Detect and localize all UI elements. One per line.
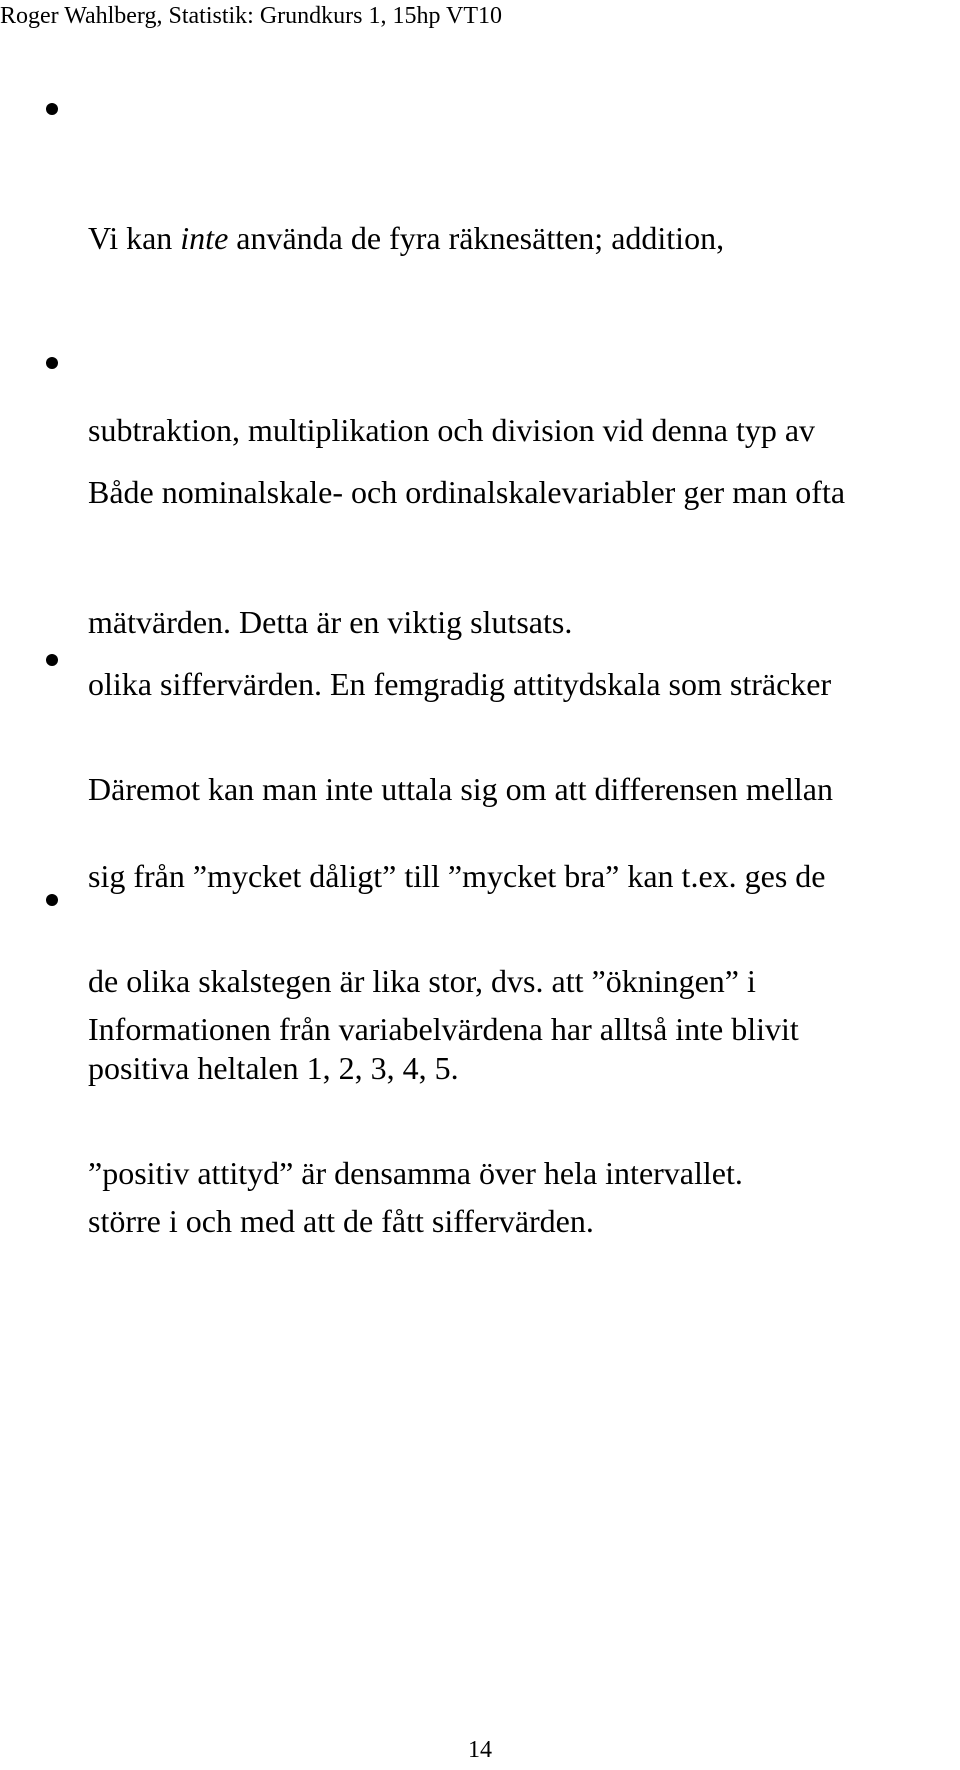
bullet-line: positiva heltalen 1, 2, 3, 4, 5. <box>88 1050 459 1086</box>
bullet-line: de olika skalstegen är lika stor, dvs. att ”ökningen” i <box>88 963 756 999</box>
bullet-line: Informationen från variabelvärdena har alltså inte blivit <box>88 1011 799 1047</box>
bullet-line: ”positiv attityd” är densamma över hela intervallet. <box>88 1155 743 1191</box>
bullet-line: större i och med att de fått siffervärden. <box>88 1203 594 1239</box>
bullet-line: Däremot kan man inte uttala sig om att differensen mellan <box>88 771 833 807</box>
bullet-dot-icon <box>46 357 58 369</box>
bullet-line: Både nominalskale- och ordinalskalevariabler ger man ofta <box>88 474 846 510</box>
bullet-line: mätvärden. Detta är en viktig slutsats. <box>88 604 573 640</box>
bullet-dot-icon <box>46 103 58 115</box>
emphasis-text: inte <box>180 220 229 256</box>
bullet-line: sig från ”mycket dåligt” till ”mycket bra” kan t.ex. ges de <box>88 858 826 894</box>
bullet-line: subtraktion, multiplikation och division vid denna typ av <box>88 412 816 448</box>
running-header: Roger Wahlberg, Statistik: Grundkurs 1, 15hp VT10 <box>0 3 503 29</box>
bullet-line: olika siffervärden. En femgradig attitydskala som sträcker <box>88 666 832 702</box>
bullet-text-4 <box>88 869 799 1381</box>
bullet-dot-icon <box>46 654 58 666</box>
bullet-line: Vi kan inte använda de fyra räknesätten; addition, <box>88 220 725 256</box>
page-number: 14 <box>468 1737 492 1763</box>
bullet-dot-icon <box>46 894 58 906</box>
